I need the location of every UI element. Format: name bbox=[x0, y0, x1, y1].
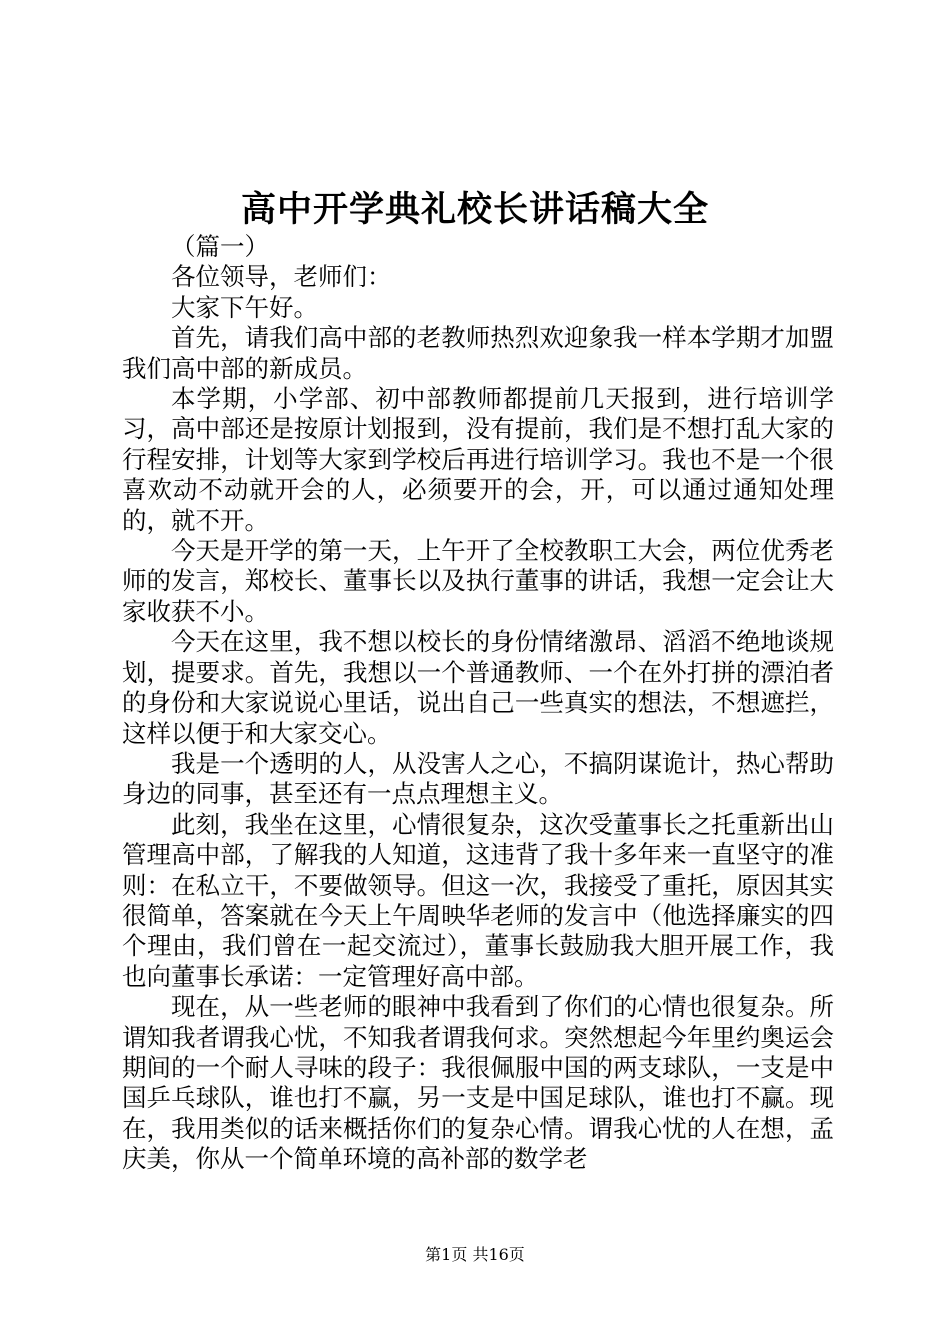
paragraph: 我是一个透明的人，从没害人之心，不搞阴谋诡计，热心帮助身边的同事，甚至还有一点点理想主义。 bbox=[122, 748, 834, 809]
paragraph: 此刻，我坐在这里，心情很复杂，这次受董事长之托重新出山管理高中部，了解我的人知道，这违背了我十多年来一直坚守的准则：在私立干，不要做领导。但这一次，我接受了重托，原因其实很简单，答案就在今天上午周映华老师的发言中（他选择廉实的四个理由，我们曾在一起交流过），董事长鼓励我大胆开展工作，我也向董事长承诺：一定管理好高中部。 bbox=[122, 809, 834, 991]
document-body bbox=[122, 232, 834, 1175]
paragraph: 大家下午好。 bbox=[171, 292, 318, 322]
paragraph: 现在，从一些老师的眼神中我看到了你们的心情也很复杂。所谓知我者谓我心忧，不知我者谓我何求。突然想起今年里约奥运会期间的一个耐人寻味的段子：我很佩服中国的两支球队，一支是中国乒乓球队，谁也打不赢，另一支是中国足球队，谁也打不赢。现在，我用类似的话来概括你们的复杂心情。谓我心忧的人在想，孟庆美，你从一个简单环境的高补部的数学老 bbox=[122, 992, 834, 1174]
paragraph: 各位领导，老师们： bbox=[171, 262, 392, 292]
paragraph: 本学期，小学部、初中部教师都提前几天报到，进行培训学习，高中部还是按原计划报到，没有提前，我们是不想打乱大家的行程安排，计划等大家到学校后再进行培训学习。我也不是一个很喜欢动不动就开会的人，必须要开的会，开，可以通过通知处理的，就不开。 bbox=[122, 384, 834, 535]
paragraph: 首先，请我们高中部的老教师热烈欢迎象我一样本学期才加盟我们高中部的新成员。 bbox=[122, 323, 834, 383]
paragraph: 今天是开学的第一天，上午开了全校教职工大会，两位优秀老师的发言，郑校长、董事长以及执行董事的讲话，我想一定会让大家收获不小。 bbox=[122, 536, 834, 626]
document-title: 高中开学典礼校长讲话稿大全 bbox=[240, 189, 709, 230]
paragraph: （篇一） bbox=[171, 232, 269, 261]
paragraph: 今天在这里，我不想以校长的身份情绪激昂、滔滔不绝地谈规划，提要求。首先，我想以一个普通教师、一个在外打拼的漂泊者的身份和大家说说心里话，说出自己一些真实的想法，不想遮拦，这样以便于和大家交心。 bbox=[122, 627, 834, 748]
page-number-footer: 第1页 共16页 bbox=[425, 1245, 525, 1264]
